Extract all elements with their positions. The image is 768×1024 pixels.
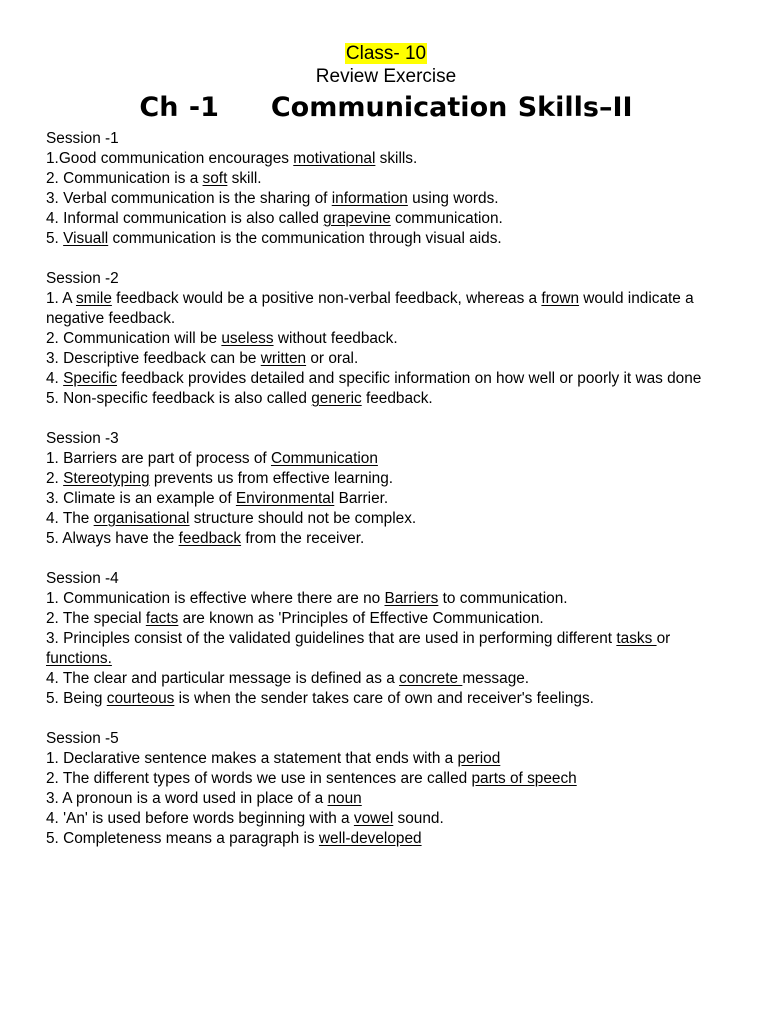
question-text: 4. 'An' is used before words beginning with a	[46, 810, 354, 827]
question-text: 2. Communication will be	[46, 330, 222, 347]
question-text: 4. Informal communication is also called	[46, 210, 324, 227]
question-text: is when the sender takes care of own and receiver's feelings.	[174, 690, 594, 707]
answer-text: Stereotyping	[63, 470, 150, 487]
session-4	[46, 569, 726, 709]
answer-text: Communication	[270, 450, 378, 467]
answer-text: smile	[75, 290, 112, 307]
question-line	[46, 289, 726, 329]
answer-text: written	[260, 350, 307, 367]
question-text: sound.	[393, 810, 444, 827]
question-text: feedback provides detailed and specific information on how well or poorly it was done	[117, 370, 702, 387]
question-line	[46, 469, 726, 489]
question-text: 5. Being	[46, 690, 107, 707]
session-heading: Session -2	[46, 270, 119, 287]
answer-text: motivational	[293, 150, 376, 167]
session-heading: Session -3	[46, 430, 119, 447]
question-text: or	[656, 630, 671, 647]
session-heading: Session -1	[46, 130, 119, 147]
question-text: communication is the communication through visual aids.	[108, 230, 502, 247]
question-text: 3. A pronoun is a word used in place of a	[46, 790, 328, 807]
answer-text: frown	[541, 290, 580, 307]
question-text: or oral.	[306, 350, 359, 367]
question-text: 3. Climate is an example of	[46, 490, 236, 507]
question-text: 5. Completeness means a paragraph is	[46, 830, 319, 847]
question-text: would indicate a negative feedback.	[46, 290, 694, 327]
answer-text: feedback	[178, 530, 242, 547]
question-text: feedback.	[361, 390, 433, 407]
question-text: skills.	[375, 150, 418, 167]
question-text: 1. Communication is effective where there are no	[46, 590, 385, 607]
question-line	[46, 349, 726, 369]
question-text: 5.	[46, 230, 64, 247]
question-line	[46, 149, 726, 169]
question-text: Barrier.	[334, 490, 389, 507]
question-text: 4.	[46, 370, 64, 387]
question-line	[46, 449, 726, 469]
question-line	[46, 669, 726, 689]
class-label-line	[46, 42, 726, 66]
answer-text: organisational	[93, 510, 190, 527]
session-2	[46, 269, 726, 409]
question-text: 4. The clear and particular message is defined as a	[46, 670, 400, 687]
question-line	[46, 629, 726, 669]
session-3	[46, 429, 726, 549]
question-line	[46, 809, 726, 829]
answer-text: functions.	[46, 650, 112, 667]
question-text: 1. Declarative sentence makes a statement that ends with a	[46, 750, 458, 767]
answer-text: useless	[221, 330, 274, 347]
question-line	[46, 689, 726, 709]
question-line	[46, 229, 726, 249]
class-label: Class- 10	[345, 43, 427, 64]
answer-text: well-developed	[318, 830, 422, 847]
question-text: prevents us from effective learning.	[149, 470, 394, 487]
answer-text: courteous	[106, 690, 175, 707]
question-line	[46, 829, 726, 849]
answer-text: Specific	[63, 370, 118, 387]
question-text: are known as 'Principles of Effective Communication.	[178, 610, 544, 627]
document-page	[46, 42, 726, 869]
question-text: 1. Barriers are part of process of	[46, 450, 271, 467]
answer-text: vowel	[353, 810, 394, 827]
question-text: 5. Always have the	[46, 530, 179, 547]
question-text: 3. Verbal communication is the sharing of	[46, 190, 332, 207]
question-line	[46, 789, 726, 809]
question-text: 3. Principles consist of the validated guidelines that are used in performing different	[46, 630, 617, 647]
session-heading: Session -4	[46, 570, 119, 587]
question-line	[46, 209, 726, 229]
answer-text: noun	[327, 790, 362, 807]
question-line	[46, 169, 726, 189]
question-line	[46, 489, 726, 509]
question-line	[46, 369, 726, 389]
question-line	[46, 529, 726, 549]
session-5	[46, 729, 726, 849]
question-text: from the receiver.	[241, 530, 365, 547]
question-text: structure should not be complex.	[189, 510, 417, 527]
question-text: 2. The special	[46, 610, 146, 627]
sessions-container	[46, 129, 726, 849]
question-line	[46, 189, 726, 209]
session-heading: Session -5	[46, 730, 119, 747]
question-text: feedback would be a positive non-verbal feedback, whereas a	[111, 290, 542, 307]
question-text: 2. Communication is a	[46, 170, 203, 187]
answer-text: concrete	[399, 670, 463, 687]
question-text: 4. The	[46, 510, 94, 527]
question-line	[46, 329, 726, 349]
answer-text: information	[331, 190, 408, 207]
question-line	[46, 589, 726, 609]
answer-text: generic	[311, 390, 362, 407]
question-line	[46, 769, 726, 789]
question-text: to communication.	[438, 590, 568, 607]
question-text: without feedback.	[273, 330, 398, 347]
answer-text: parts of speech	[471, 770, 577, 787]
question-text: 3. Descriptive feedback can be	[46, 350, 261, 367]
question-line	[46, 509, 726, 529]
answer-text: tasks	[616, 630, 657, 647]
question-text: 2. The different types of words we use in sentences are called	[46, 770, 472, 787]
answer-text: Visuall	[63, 230, 109, 247]
question-text: using words.	[407, 190, 499, 207]
answer-text: period	[457, 750, 501, 767]
question-line	[46, 389, 726, 409]
answer-text: grapevine	[323, 210, 391, 227]
question-text: 5. Non-specific feedback is also called	[46, 390, 312, 407]
question-text: communication.	[390, 210, 503, 227]
question-text: 1.Good communication encourages	[46, 150, 294, 167]
answer-text: soft	[202, 170, 228, 187]
subtitle: Review Exercise	[315, 66, 457, 87]
question-text: 2.	[46, 470, 64, 487]
question-text: 1. A	[46, 290, 76, 307]
answer-text: Environmental	[235, 490, 335, 507]
answer-text: facts	[145, 610, 179, 627]
question-text: skill.	[227, 170, 262, 187]
question-line	[46, 609, 726, 629]
answer-text: Barriers	[384, 590, 439, 607]
page-title: Ch -1 Communication Skills–II	[139, 92, 633, 123]
question-line	[46, 749, 726, 769]
session-1	[46, 129, 726, 249]
question-text: message.	[462, 670, 530, 687]
